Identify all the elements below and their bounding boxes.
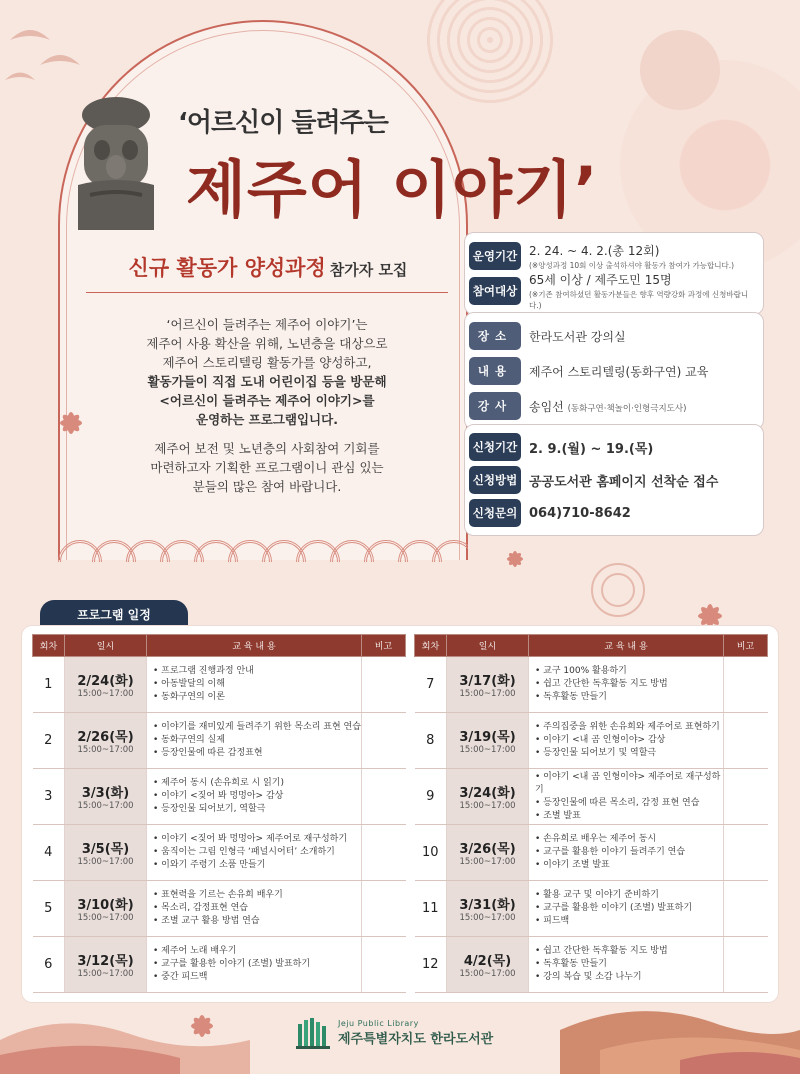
session-content-item: • 동화구연의 이론 <box>153 692 225 702</box>
lecturer-label: 강사 <box>469 392 521 420</box>
intro-line: ‘어르신이 들려주는 제주어 이야기’는 <box>166 317 368 332</box>
decorative-circle <box>640 30 720 110</box>
session-content-item: • 쉽고 간단한 독후활동 지도 방법 <box>535 946 668 956</box>
session-time: 15:00~17:00 <box>459 745 516 755</box>
session-date: 4/2(목) <box>463 954 512 969</box>
session-datetime <box>65 937 147 993</box>
table-row <box>33 713 406 769</box>
library-logo-icon <box>296 1016 332 1050</box>
session-time: 15:00~17:00 <box>459 801 516 811</box>
header-session: 회차 <box>415 635 447 657</box>
table-header-row <box>415 635 768 657</box>
target-value: 65세 이상 / 제주도민 15명 <box>529 273 672 287</box>
lecturer-value-wrap <box>521 398 686 415</box>
header-datetime: 일시 <box>447 635 529 657</box>
flower-icon <box>504 548 526 570</box>
session-content-item: • 등장인물 되어보기 및 역할극 <box>535 748 657 758</box>
session-content-item: • 이야기 <내 곰 인형이야> 제주어로 재구성하기 <box>535 771 721 795</box>
session-content-item: • 등장인물에 따른 목소리, 감정 표현 연습 <box>535 797 700 808</box>
apply-method-value: 공공도서관 홈페이지 선착순 접수 <box>529 474 719 490</box>
target-label: 참여대상 <box>469 277 521 305</box>
flower-icon <box>56 408 86 438</box>
session-datetime <box>447 937 529 993</box>
intro-bold-line: 운영하는 프로그램입니다. <box>196 412 338 427</box>
table-row <box>33 825 406 881</box>
header-session: 회차 <box>33 635 65 657</box>
place-label: 장소 <box>469 322 521 350</box>
subtitle-main: 신규 활동가 양성과정 <box>128 256 326 280</box>
session-content-item: • 독후활동 만들기 <box>535 692 607 702</box>
session-date: 2/26(목) <box>77 730 134 745</box>
session-content-item: • 제주어 노래 배우기 <box>153 946 237 956</box>
session-content-item: • 이야기 <짖어 봐 멍멍아> 제주어로 재구성하기 <box>153 834 348 844</box>
table-header-row <box>33 635 406 657</box>
session-content-item: • 등장인물에 따른 감정표현 <box>153 748 263 758</box>
session-content-item: • 조별 발표 <box>535 810 581 821</box>
session-time: 15:00~17:00 <box>459 969 516 979</box>
session-number: 4 <box>33 825 65 881</box>
place-value: 한라도서관 강의실 <box>529 329 626 344</box>
session-time: 15:00~17:00 <box>77 801 134 811</box>
header-content: 교 육 내 용 <box>147 635 362 657</box>
library-logo-text <box>338 1019 493 1047</box>
period-note: (※양성과정 10회 이상 출석하셔야 활동가 참여가 가능합니다.) <box>529 260 735 270</box>
header-note: 비고 <box>362 635 406 657</box>
session-note <box>724 881 768 937</box>
session-content <box>529 769 724 825</box>
session-note <box>724 825 768 881</box>
session-note <box>724 657 768 713</box>
decorative-knot-icon <box>588 560 648 620</box>
session-content <box>147 825 362 881</box>
session-content-item: • 교구를 활용한 이야기 (조별) 발표하기 <box>535 903 693 913</box>
session-datetime <box>65 657 147 713</box>
intro-line: 제주어 스토리텔링 활동가를 양성하고, <box>162 355 372 370</box>
divider <box>86 292 448 293</box>
inquiry-label: 신청문의 <box>469 499 521 527</box>
info-row-lecturer <box>469 390 759 422</box>
library-name-korean: 제주특별자치도 한라도서관 <box>338 1032 494 1047</box>
session-content-item: • 목소리, 감정표현 연습 <box>153 903 248 913</box>
table-row <box>415 713 768 769</box>
intro-line: 제주어 사용 확산을 위해, 노년층을 대상으로 <box>146 336 388 351</box>
intro-text <box>86 315 448 506</box>
period-label: 운영기간 <box>469 242 521 270</box>
apply-period-value: 2. 9.(월) ~ 19.(목) <box>529 441 654 457</box>
session-content-item: • 동화구연의 실제 <box>153 735 225 745</box>
session-content-item: • 이야기 <내 곰 인형이야> 감상 <box>535 735 666 745</box>
session-content-item: • 이야기를 재미있게 들려주기 위한 목소리 표현 연습 <box>153 722 361 732</box>
table-row <box>33 881 406 937</box>
session-datetime <box>65 769 147 825</box>
table-row <box>33 657 406 713</box>
session-note <box>724 937 768 993</box>
session-datetime <box>447 881 529 937</box>
session-date: 3/3(화) <box>81 786 130 801</box>
session-date: 3/24(화) <box>459 786 516 801</box>
info-box-apply <box>464 424 764 536</box>
session-content-item: • 손유희로 배우는 제주어 동시 <box>535 834 657 844</box>
session-content-item: • 주의집중을 위한 손유희와 제주어로 표현하기 <box>535 722 720 732</box>
table-row <box>33 769 406 825</box>
session-content <box>147 713 362 769</box>
table-row <box>415 657 768 713</box>
session-date: 2/24(화) <box>77 674 134 689</box>
session-date: 3/5(목) <box>81 842 130 857</box>
pine-branch-icon <box>0 10 110 100</box>
session-content <box>529 713 724 769</box>
session-time: 15:00~17:00 <box>459 689 516 699</box>
content-value: 제주어 스토리텔링(동화구연) 교육 <box>529 364 709 379</box>
session-number: 10 <box>415 825 447 881</box>
info-row-inquiry <box>469 498 759 528</box>
session-time: 15:00~17:00 <box>77 913 134 923</box>
session-note <box>362 713 406 769</box>
session-number: 8 <box>415 713 447 769</box>
session-number: 1 <box>33 657 65 713</box>
session-note <box>362 937 406 993</box>
session-time: 15:00~17:00 <box>77 689 134 699</box>
library-name-english: Jeju Public Library <box>338 1019 419 1028</box>
info-row-period <box>469 240 759 272</box>
table-row <box>415 881 768 937</box>
session-content-item: • 중간 피드백 <box>153 972 208 982</box>
program-schedule-panel <box>22 626 778 1002</box>
intro-bold-line: <어르신이 들려주는 제주어 이야기>를 <box>159 393 375 408</box>
intro-line: 분들의 많은 참여 바랍니다. <box>192 479 342 494</box>
session-time: 15:00~17:00 <box>459 857 516 867</box>
session-number: 12 <box>415 937 447 993</box>
session-content-item: • 제주어 동시 (손유희로 시 읽기) <box>153 778 284 788</box>
session-content-item: • 교구를 활용한 이야기 (조별) 발표하기 <box>153 959 311 969</box>
session-content-item: • 쉽고 간단한 독후활동 지도 방법 <box>535 679 668 689</box>
session-content <box>529 657 724 713</box>
info-row-content <box>469 355 759 387</box>
session-number: 3 <box>33 769 65 825</box>
session-number: 6 <box>33 937 65 993</box>
session-content <box>147 881 362 937</box>
subtitle <box>88 252 448 282</box>
session-content-item: • 강의 복습 및 소감 나누기 <box>535 972 642 982</box>
table-row <box>415 825 768 881</box>
wave-pattern <box>58 520 468 562</box>
session-note <box>724 713 768 769</box>
session-note <box>362 769 406 825</box>
session-content <box>147 769 362 825</box>
session-content-item: • 교구 100% 활용하기 <box>535 666 627 676</box>
intro-line: 제주어 보전 및 노년층의 사회참여 기회를 <box>154 441 380 456</box>
session-date: 3/19(목) <box>459 730 516 745</box>
session-content-item: • 아동발달의 이해 <box>153 679 225 689</box>
session-number: 11 <box>415 881 447 937</box>
intro-line: 마련하고자 기획한 프로그램이니 관심 있는 <box>150 460 384 475</box>
intro-bold-line: 활동가들이 직접 도내 어린이집 등을 방문해 <box>147 374 387 389</box>
info-row-apply-method <box>469 465 759 495</box>
session-note <box>724 769 768 825</box>
header-note: 비고 <box>724 635 768 657</box>
session-note <box>362 881 406 937</box>
session-content-item: • 교구를 활용한 이야기 들려주기 연습 <box>535 847 686 857</box>
session-date: 3/26(목) <box>459 842 516 857</box>
title-small: ‘어르신이 들려주는 <box>178 108 388 138</box>
session-datetime <box>447 713 529 769</box>
session-date: 3/12(목) <box>77 954 134 969</box>
session-number: 2 <box>33 713 65 769</box>
table-row <box>415 769 768 825</box>
inquiry-value: 064)710-8642 <box>529 505 631 521</box>
header-datetime: 일시 <box>65 635 147 657</box>
session-datetime <box>447 769 529 825</box>
session-content-item: • 이야기 <짖어 봐 멍멍아> 감상 <box>153 791 284 801</box>
period-value-wrap <box>521 242 734 271</box>
intro-paragraph-1 <box>86 315 448 429</box>
session-number: 9 <box>415 769 447 825</box>
session-content-item: • 이야기 조별 발표 <box>535 860 610 870</box>
target-value-wrap <box>521 271 759 311</box>
flower-icon <box>188 1012 216 1040</box>
info-box-period <box>464 232 764 315</box>
title-big: 제주어 이야기’ <box>186 153 599 226</box>
library-logo <box>296 1016 493 1050</box>
session-content <box>147 937 362 993</box>
program-schedule-tab: 프로그램 일정 <box>40 600 188 628</box>
session-datetime <box>65 825 147 881</box>
session-time: 15:00~17:00 <box>77 857 134 867</box>
session-datetime <box>447 825 529 881</box>
session-datetime <box>65 881 147 937</box>
session-content-item: • 이와기 주령기 소품 만들기 <box>153 860 266 870</box>
schedule-table-right <box>414 634 768 993</box>
subtitle-suffix: 참가자 모집 <box>329 261 408 279</box>
lecturer-value: 송임선 <box>529 399 564 414</box>
session-date: 3/10(화) <box>77 898 134 913</box>
session-content-item: • 표현력을 기르는 손유희 배우기 <box>153 890 283 900</box>
info-row-target <box>469 273 759 310</box>
apply-period-label: 신청기간 <box>469 433 521 461</box>
session-content-item: • 피드백 <box>535 916 570 926</box>
session-datetime <box>447 657 529 713</box>
info-box-place <box>464 312 764 430</box>
session-content <box>529 881 724 937</box>
session-content <box>147 657 362 713</box>
session-time: 15:00~17:00 <box>459 913 516 923</box>
session-number: 5 <box>33 881 65 937</box>
session-content-item: • 활용 교구 및 이야기 준비하기 <box>535 890 659 900</box>
table-row <box>33 937 406 993</box>
info-row-apply-period <box>469 432 759 462</box>
info-row-place <box>469 320 759 352</box>
period-value: 2. 24. ~ 4. 2.(총 12회) <box>529 243 660 258</box>
session-content-item: • 독후활동 만들기 <box>535 959 607 969</box>
session-content <box>529 825 724 881</box>
session-content-item: • 조별 교구 활용 방법 연습 <box>153 916 260 926</box>
session-time: 15:00~17:00 <box>77 745 134 755</box>
dol-hareubang-statue-image <box>68 95 178 230</box>
intro-paragraph-2 <box>86 439 448 496</box>
session-note <box>362 657 406 713</box>
session-date: 3/31(화) <box>459 898 516 913</box>
session-note <box>362 825 406 881</box>
schedule-table-left <box>32 634 406 993</box>
table-row <box>415 937 768 993</box>
session-content-item: • 프로그램 진행과정 안내 <box>153 666 254 676</box>
header-content: 교 육 내 용 <box>529 635 724 657</box>
lecturer-note: (동화구연·책놀이·인형극지도사) <box>567 403 687 414</box>
session-date: 3/17(화) <box>459 674 516 689</box>
content-label: 내용 <box>469 357 521 385</box>
target-note: (※기존 참여하셨던 활동가분들은 향후 역량강화 과정에 신청바랍니다.) <box>529 290 749 310</box>
session-content-item: • 등장인물 되어보기, 역할극 <box>153 804 266 814</box>
decorative-pattern-circle <box>420 0 560 110</box>
session-content-item: • 움직이는 그림 인형극 ‘패널시어터’ 소개하기 <box>153 847 335 857</box>
apply-method-label: 신청방법 <box>469 466 521 494</box>
session-number: 7 <box>415 657 447 713</box>
session-time: 15:00~17:00 <box>77 969 134 979</box>
session-content <box>529 937 724 993</box>
session-datetime <box>65 713 147 769</box>
